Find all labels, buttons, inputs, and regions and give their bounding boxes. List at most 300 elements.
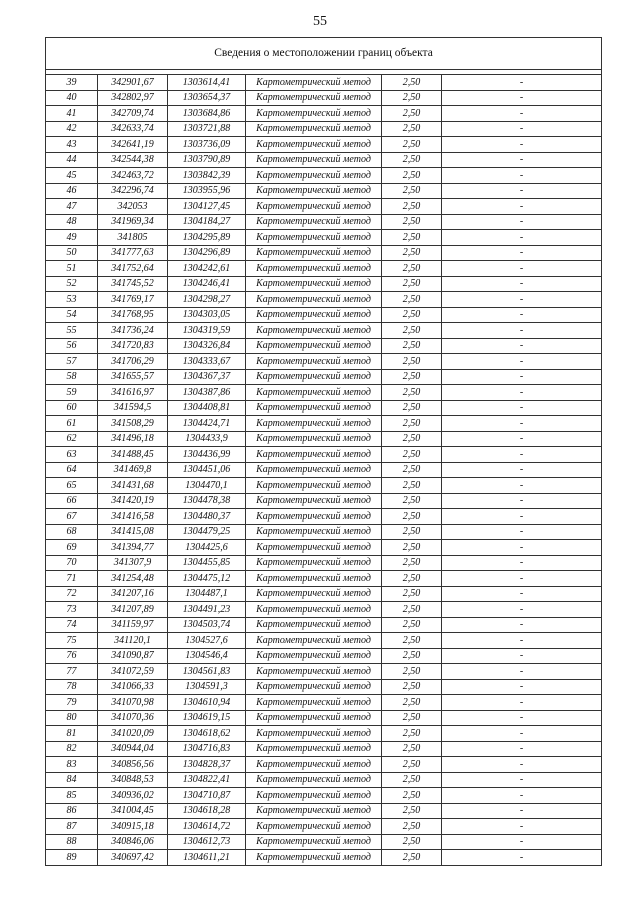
table-row [46,834,602,850]
method-cell: Картометрический метод [246,509,382,525]
description-cell: - [442,183,602,199]
method-cell: Картометрический метод [246,540,382,556]
point-number-cell: 44 [46,152,98,168]
y-coordinate-cell: 1304387,86 [168,385,246,401]
description-cell: - [442,540,602,556]
table-row [46,323,602,339]
table-row [46,416,602,432]
accuracy-cell: 2,50 [382,168,442,184]
accuracy-cell: 2,50 [382,772,442,788]
accuracy-cell: 2,50 [382,121,442,137]
point-number-cell: 77 [46,664,98,680]
table-row [46,710,602,726]
description-cell: - [442,168,602,184]
x-coordinate-cell: 342544,38 [98,152,168,168]
accuracy-cell: 2,50 [382,199,442,215]
y-coordinate-cell: 1303736,09 [168,137,246,153]
description-cell: - [442,354,602,370]
accuracy-cell: 2,50 [382,695,442,711]
accuracy-cell: 2,50 [382,679,442,695]
table-row [46,338,602,354]
x-coordinate-cell: 342901,67 [98,75,168,91]
accuracy-cell: 2,50 [382,850,442,866]
y-coordinate-cell: 1304527,6 [168,633,246,649]
description-cell: - [442,369,602,385]
y-coordinate-cell: 1304298,27 [168,292,246,308]
point-number-cell: 76 [46,648,98,664]
y-coordinate-cell: 1304475,12 [168,571,246,587]
method-cell: Картометрический метод [246,462,382,478]
x-coordinate-cell: 341496,18 [98,431,168,447]
description-cell: - [442,834,602,850]
table-row [46,447,602,463]
point-number-cell: 69 [46,540,98,556]
point-number-cell: 68 [46,524,98,540]
y-coordinate-cell: 1304367,37 [168,369,246,385]
point-number-cell: 64 [46,462,98,478]
table-row [46,540,602,556]
x-coordinate-cell: 342633,74 [98,121,168,137]
accuracy-cell: 2,50 [382,757,442,773]
accuracy-cell: 2,50 [382,214,442,230]
y-coordinate-cell: 1304822,41 [168,772,246,788]
x-coordinate-cell: 341416,58 [98,509,168,525]
y-coordinate-cell: 1304433,9 [168,431,246,447]
point-number-cell: 78 [46,679,98,695]
method-cell: Картометрический метод [246,803,382,819]
x-coordinate-cell: 340848,53 [98,772,168,788]
method-cell: Картометрический метод [246,633,382,649]
table-row [46,230,602,246]
point-number-cell: 48 [46,214,98,230]
point-number-cell: 43 [46,137,98,153]
x-coordinate-cell: 341254,48 [98,571,168,587]
table-row [46,571,602,587]
y-coordinate-cell: 1304408,81 [168,400,246,416]
accuracy-cell: 2,50 [382,416,442,432]
point-number-cell: 53 [46,292,98,308]
table-row [46,121,602,137]
x-coordinate-cell: 341066,33 [98,679,168,695]
table-row [46,152,602,168]
point-number-cell: 66 [46,493,98,509]
y-coordinate-cell: 1304618,62 [168,726,246,742]
y-coordinate-cell: 1303790,89 [168,152,246,168]
point-number-cell: 62 [46,431,98,447]
x-coordinate-cell: 342053 [98,199,168,215]
x-coordinate-cell: 341969,34 [98,214,168,230]
method-cell: Картометрический метод [246,75,382,91]
x-coordinate-cell: 341745,52 [98,276,168,292]
accuracy-cell: 2,50 [382,307,442,323]
point-number-cell: 39 [46,75,98,91]
point-number-cell: 49 [46,230,98,246]
method-cell: Картометрический метод [246,679,382,695]
y-coordinate-cell: 1304470,1 [168,478,246,494]
x-coordinate-cell: 341415,08 [98,524,168,540]
y-coordinate-cell: 1304614,72 [168,819,246,835]
y-coordinate-cell: 1304451,06 [168,462,246,478]
description-cell: - [442,850,602,866]
description-cell: - [442,509,602,525]
description-cell: - [442,137,602,153]
method-cell: Картометрический метод [246,772,382,788]
description-cell: - [442,710,602,726]
description-cell: - [442,772,602,788]
x-coordinate-cell: 341207,16 [98,586,168,602]
table-row [46,617,602,633]
y-coordinate-cell: 1304303,05 [168,307,246,323]
description-cell: - [442,664,602,680]
method-cell: Картометрический метод [246,323,382,339]
table-row [46,245,602,261]
table-body [46,75,602,866]
y-coordinate-cell: 1304319,59 [168,323,246,339]
y-coordinate-cell: 1304295,89 [168,230,246,246]
y-coordinate-cell: 1304610,94 [168,695,246,711]
y-coordinate-cell: 1304619,15 [168,710,246,726]
description-cell: - [442,214,602,230]
point-number-cell: 40 [46,90,98,106]
description-cell: - [442,478,602,494]
point-number-cell: 75 [46,633,98,649]
y-coordinate-cell: 1303654,37 [168,90,246,106]
accuracy-cell: 2,50 [382,292,442,308]
description-cell: - [442,586,602,602]
accuracy-cell: 2,50 [382,323,442,339]
accuracy-cell: 2,50 [382,726,442,742]
table-row [46,803,602,819]
accuracy-cell: 2,50 [382,447,442,463]
x-coordinate-cell: 341488,45 [98,447,168,463]
y-coordinate-cell: 1304246,41 [168,276,246,292]
method-cell: Картометрический метод [246,292,382,308]
accuracy-cell: 2,50 [382,369,442,385]
table-row [46,493,602,509]
description-cell: - [442,199,602,215]
x-coordinate-cell: 341777,63 [98,245,168,261]
method-cell: Картометрический метод [246,571,382,587]
x-coordinate-cell: 341469,8 [98,462,168,478]
x-coordinate-cell: 340915,18 [98,819,168,835]
point-number-cell: 55 [46,323,98,339]
accuracy-cell: 2,50 [382,803,442,819]
table-row [46,199,602,215]
x-coordinate-cell: 341070,98 [98,695,168,711]
method-cell: Картометрический метод [246,369,382,385]
x-coordinate-cell: 340936,02 [98,788,168,804]
method-cell: Картометрический метод [246,617,382,633]
x-coordinate-cell: 341004,45 [98,803,168,819]
method-cell: Картометрический метод [246,168,382,184]
method-cell: Картометрический метод [246,819,382,835]
description-cell: - [442,431,602,447]
table-title: Сведения о местоположении границ объекта [46,38,602,70]
x-coordinate-cell: 341120,1 [98,633,168,649]
accuracy-cell: 2,50 [382,602,442,618]
x-coordinate-cell: 341720,83 [98,338,168,354]
y-coordinate-cell: 1304479,25 [168,524,246,540]
method-cell: Картометрический метод [246,214,382,230]
method-cell: Картометрический метод [246,710,382,726]
x-coordinate-cell: 341805 [98,230,168,246]
x-coordinate-cell: 340856,56 [98,757,168,773]
table-row [46,819,602,835]
table-row [46,695,602,711]
accuracy-cell: 2,50 [382,586,442,602]
y-coordinate-cell: 1303842,39 [168,168,246,184]
accuracy-cell: 2,50 [382,710,442,726]
y-coordinate-cell: 1304491,23 [168,602,246,618]
point-number-cell: 63 [46,447,98,463]
table-row [46,462,602,478]
y-coordinate-cell: 1304326,84 [168,338,246,354]
y-coordinate-cell: 1303955,96 [168,183,246,199]
x-coordinate-cell: 342641,19 [98,137,168,153]
description-cell: - [442,152,602,168]
accuracy-cell: 2,50 [382,571,442,587]
point-number-cell: 80 [46,710,98,726]
description-cell: - [442,695,602,711]
accuracy-cell: 2,50 [382,245,442,261]
y-coordinate-cell: 1304333,67 [168,354,246,370]
accuracy-cell: 2,50 [382,555,442,571]
x-coordinate-cell: 340944,04 [98,741,168,757]
y-coordinate-cell: 1304425,6 [168,540,246,556]
point-number-cell: 61 [46,416,98,432]
description-cell: - [442,245,602,261]
method-cell: Картометрический метод [246,121,382,137]
x-coordinate-cell: 342463,72 [98,168,168,184]
table-row [46,90,602,106]
y-coordinate-cell: 1304611,21 [168,850,246,866]
method-cell: Картометрический метод [246,524,382,540]
accuracy-cell: 2,50 [382,106,442,122]
description-cell: - [442,788,602,804]
x-coordinate-cell: 342709,74 [98,106,168,122]
point-number-cell: 81 [46,726,98,742]
accuracy-cell: 2,50 [382,338,442,354]
table-row [46,586,602,602]
description-cell: - [442,385,602,401]
x-coordinate-cell: 341072,59 [98,664,168,680]
description-cell: - [442,416,602,432]
method-cell: Картометрический метод [246,602,382,618]
method-cell: Картометрический метод [246,354,382,370]
point-number-cell: 87 [46,819,98,835]
y-coordinate-cell: 1304561,83 [168,664,246,680]
y-coordinate-cell: 1304828,37 [168,757,246,773]
x-coordinate-cell: 341431,68 [98,478,168,494]
table-row [46,276,602,292]
method-cell: Картометрический метод [246,431,382,447]
point-number-cell: 60 [46,400,98,416]
point-number-cell: 88 [46,834,98,850]
x-coordinate-cell: 341207,89 [98,602,168,618]
accuracy-cell: 2,50 [382,152,442,168]
x-coordinate-cell: 341508,29 [98,416,168,432]
point-number-cell: 59 [46,385,98,401]
method-cell: Картометрический метод [246,183,382,199]
x-coordinate-cell: 342802,97 [98,90,168,106]
method-cell: Картометрический метод [246,152,382,168]
method-cell: Картометрический метод [246,416,382,432]
description-cell: - [442,106,602,122]
y-coordinate-cell: 1303684,86 [168,106,246,122]
table-row [46,726,602,742]
y-coordinate-cell: 1304436,99 [168,447,246,463]
point-number-cell: 86 [46,803,98,819]
y-coordinate-cell: 1304546,4 [168,648,246,664]
description-cell: - [442,292,602,308]
accuracy-cell: 2,50 [382,493,442,509]
point-number-cell: 42 [46,121,98,137]
x-coordinate-cell: 341420,19 [98,493,168,509]
description-cell: - [442,679,602,695]
method-cell: Картометрический метод [246,199,382,215]
table-row [46,509,602,525]
description-cell: - [442,462,602,478]
accuracy-cell: 2,50 [382,633,442,649]
method-cell: Картометрический метод [246,586,382,602]
accuracy-cell: 2,50 [382,230,442,246]
y-coordinate-cell: 1304618,28 [168,803,246,819]
description-cell: - [442,648,602,664]
x-coordinate-cell: 342296,74 [98,183,168,199]
point-number-cell: 51 [46,261,98,277]
description-cell: - [442,757,602,773]
description-cell: - [442,230,602,246]
point-number-cell: 70 [46,555,98,571]
description-cell: - [442,571,602,587]
description-cell: - [442,493,602,509]
method-cell: Картометрический метод [246,493,382,509]
accuracy-cell: 2,50 [382,617,442,633]
method-cell: Картометрический метод [246,230,382,246]
point-number-cell: 79 [46,695,98,711]
point-number-cell: 54 [46,307,98,323]
description-cell: - [442,447,602,463]
y-coordinate-cell: 1304242,61 [168,261,246,277]
point-number-cell: 73 [46,602,98,618]
table-row [46,261,602,277]
point-number-cell: 65 [46,478,98,494]
point-number-cell: 56 [46,338,98,354]
point-number-cell: 57 [46,354,98,370]
accuracy-cell: 2,50 [382,276,442,292]
table-row [46,788,602,804]
accuracy-cell: 2,50 [382,90,442,106]
point-number-cell: 84 [46,772,98,788]
description-cell: - [442,323,602,339]
method-cell: Картометрический метод [246,834,382,850]
method-cell: Картометрический метод [246,261,382,277]
description-cell: - [442,819,602,835]
point-number-cell: 83 [46,757,98,773]
method-cell: Картометрический метод [246,757,382,773]
table-row [46,183,602,199]
y-coordinate-cell: 1304591,3 [168,679,246,695]
accuracy-cell: 2,50 [382,354,442,370]
point-number-cell: 58 [46,369,98,385]
point-number-cell: 47 [46,199,98,215]
page-number: 55 [313,14,327,29]
y-coordinate-cell: 1304710,87 [168,788,246,804]
point-number-cell: 89 [46,850,98,866]
table-row [46,524,602,540]
description-cell: - [442,555,602,571]
table-row [46,633,602,649]
point-number-cell: 52 [46,276,98,292]
accuracy-cell: 2,50 [382,75,442,91]
description-cell: - [442,338,602,354]
table-row [46,679,602,695]
method-cell: Картометрический метод [246,555,382,571]
x-coordinate-cell: 341070,36 [98,710,168,726]
y-coordinate-cell: 1304127,45 [168,199,246,215]
point-number-cell: 67 [46,509,98,525]
method-cell: Картометрический метод [246,276,382,292]
method-cell: Картометрический метод [246,726,382,742]
y-coordinate-cell: 1303614,41 [168,75,246,91]
description-cell: - [442,602,602,618]
table-row [46,292,602,308]
description-cell: - [442,121,602,137]
table-row [46,850,602,866]
description-cell: - [442,400,602,416]
accuracy-cell: 2,50 [382,509,442,525]
method-cell: Картометрический метод [246,648,382,664]
method-cell: Картометрический метод [246,788,382,804]
x-coordinate-cell: 341307,9 [98,555,168,571]
table-row [46,648,602,664]
x-coordinate-cell: 341159,97 [98,617,168,633]
point-number-cell: 50 [46,245,98,261]
method-cell: Картометрический метод [246,447,382,463]
point-number-cell: 45 [46,168,98,184]
description-cell: - [442,524,602,540]
y-coordinate-cell: 1304480,37 [168,509,246,525]
table-row [46,478,602,494]
accuracy-cell: 2,50 [382,183,442,199]
x-coordinate-cell: 341655,57 [98,369,168,385]
y-coordinate-cell: 1304296,89 [168,245,246,261]
table-row [46,757,602,773]
accuracy-cell: 2,50 [382,400,442,416]
x-coordinate-cell: 340846,06 [98,834,168,850]
table-row [46,431,602,447]
accuracy-cell: 2,50 [382,834,442,850]
table-row [46,385,602,401]
point-number-cell: 46 [46,183,98,199]
description-cell: - [442,75,602,91]
accuracy-cell: 2,50 [382,741,442,757]
y-coordinate-cell: 1304478,38 [168,493,246,509]
x-coordinate-cell: 341020,09 [98,726,168,742]
accuracy-cell: 2,50 [382,431,442,447]
description-cell: - [442,307,602,323]
accuracy-cell: 2,50 [382,462,442,478]
description-cell: - [442,803,602,819]
table-row [46,214,602,230]
method-cell: Картометрический метод [246,385,382,401]
point-number-cell: 85 [46,788,98,804]
table-row [46,369,602,385]
point-number-cell: 71 [46,571,98,587]
description-cell: - [442,261,602,277]
table-row [46,664,602,680]
accuracy-cell: 2,50 [382,385,442,401]
